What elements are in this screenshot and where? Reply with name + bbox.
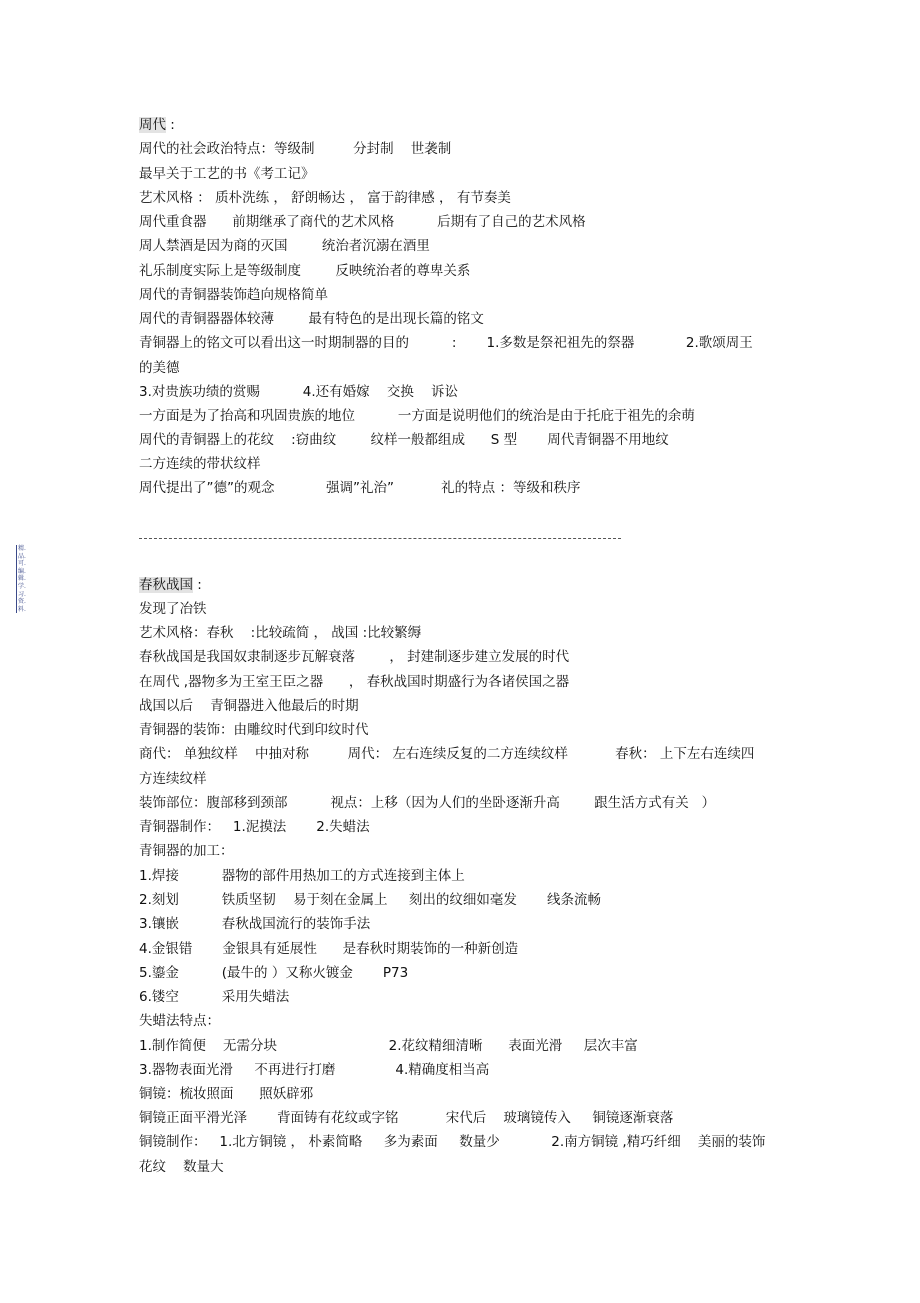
chunqiu-line: 5.鎏金 (最牛的 ）又称火镀金 P73 (139, 965, 409, 981)
chunqiu-line: 铜镜制作： 1.北方铜镜 ， 朴素简略 多为素面 数量少 2.南方铜镜 ,精巧纤细 美丽的装饰 (139, 1134, 766, 1150)
chunqiu-line: 艺术风格：春秋 :比较疏简 ， 战国 :比较繁缛 (139, 625, 422, 641)
zhou-line: 二方连续的带状纹样 (139, 456, 261, 472)
chunqiu-heading-colon: : (193, 577, 202, 593)
zhou-line: 周代的青铜器上的花纹 :窃曲纹 纹样一般都组成 S 型 周代青铜器不用地纹 (139, 432, 669, 448)
chunqiu-line: 失蜡法特点： (139, 1013, 220, 1029)
zhou-line: 周代的社会政治特点：等级制 分封制 世袭制 (139, 141, 452, 157)
chunqiu-line: 青铜器制作： 1.泥摸法 2.失蜡法 (139, 819, 370, 835)
chunqiu-line: 青铜器的加工： (139, 843, 234, 859)
chunqiu-line: 铜镜：梳妆照面 照妖辟邪 (139, 1086, 314, 1102)
chunqiu-line: 3.镶嵌 春秋战国流行的装饰手法 (139, 916, 371, 932)
zhou-line: 艺术风格 ： 质朴洗练 ， 舒朗畅达 ， 富于韵律感 ， 有节奏美 (139, 190, 511, 206)
side-watermark-note: 精.品.可.编.辑.学.习.资.料. (16, 545, 28, 613)
chunqiu-line: 青铜器的装饰：由雕纹时代到印纹时代 (139, 722, 369, 738)
zhou-line: 周代的青铜器装饰趋向规格简单 (139, 287, 328, 303)
chunqiu-line: 发现了冶铁 (139, 601, 207, 617)
zhou-line: 青铜器上的铭文可以看出这一时期制器的目的 : 1.多数是祭祀祖先的祭器 2.歌颂周王 (139, 335, 753, 351)
chunqiu-line: 1.制作简便 无需分块 2.花纹精细清晰 表面光滑 层次丰富 (139, 1038, 638, 1054)
zhou-line: 的美德 (139, 360, 180, 376)
zhou-heading-text: 周代 (139, 117, 166, 133)
zhou-line: 周代重食器 前期继承了商代的艺术风格 后期有了自己的艺术风格 (139, 214, 586, 230)
zhou-line: 礼乐制度实际上是等级制度 反映统治者的尊卑关系 (139, 263, 471, 279)
section-divider (139, 538, 621, 539)
chunqiu-line: 铜镜正面平滑光泽 背面铸有花纹或字铭 宋代后 玻璃镜传入 铜镜逐渐衰落 (139, 1110, 674, 1126)
chunqiu-line: 1.焊接 器物的部件用热加工的方式连接到主体上 (139, 868, 465, 884)
chunqiu-heading-text: 春秋战国 (139, 577, 193, 593)
zhou-line: 周代提出了”德”的观念 强调”礼治” 礼的特点 ：等级和秩序 (139, 480, 581, 496)
chunqiu-line: 在周代 ,器物多为王室王臣之器 ， 春秋战国时期盛行为各诸侯国之器 (139, 674, 570, 690)
chunqiu-heading (139, 576, 202, 594)
zhou-heading-colon: : (166, 117, 175, 133)
chunqiu-line: 6.镂空 采用失蜡法 (139, 989, 290, 1005)
chunqiu-line: 装饰部位：腹部移到颈部 视点：上移（因为人们的坐卧逐渐升高 跟生活方式有关 ） (139, 795, 716, 811)
chunqiu-line: 花纹 数量大 (139, 1159, 224, 1175)
chunqiu-line: 战国以后 青铜器进入他最后的时期 (139, 698, 359, 714)
chunqiu-line: 3.器物表面光滑 不再进行打磨 4.精确度相当高 (139, 1062, 490, 1078)
zhou-line: 最早关于工艺的书《考工记》 (139, 166, 315, 182)
chunqiu-line: 商代： 单独纹样 中抽对称 周代： 左右连续反复的二方连续纹样 春秋： 上下左右连续四 (139, 746, 755, 762)
chunqiu-line: 2.刻划 铁质坚韧 易于刻在金属上 刻出的纹细如毫发 线条流畅 (139, 892, 601, 908)
chunqiu-line: 春秋战国是我国奴隶制逐步瓦解衰落 ， 封建制逐步建立发展的时代 (139, 649, 570, 665)
zhou-line: 一方面是为了抬高和巩固贵族的地位 一方面是说明他们的统治是由于托庇于祖先的余萌 (139, 408, 695, 424)
chunqiu-line: 4.金银错 金银具有延展性 是春秋时期装饰的一种新创造 (139, 941, 519, 957)
zhou-line: 周人禁酒是因为商的灭国 统治者沉溺在酒里 (139, 238, 430, 254)
zhou-heading (139, 116, 175, 134)
zhou-line: 3.对贵族功绩的赏赐 4.还有婚嫁 交换 诉讼 (139, 384, 459, 400)
zhou-line: 周代的青铜器器体较薄 最有特色的是出现长篇的铭文 (139, 311, 484, 327)
chunqiu-line: 方连续纹样 (139, 771, 207, 787)
